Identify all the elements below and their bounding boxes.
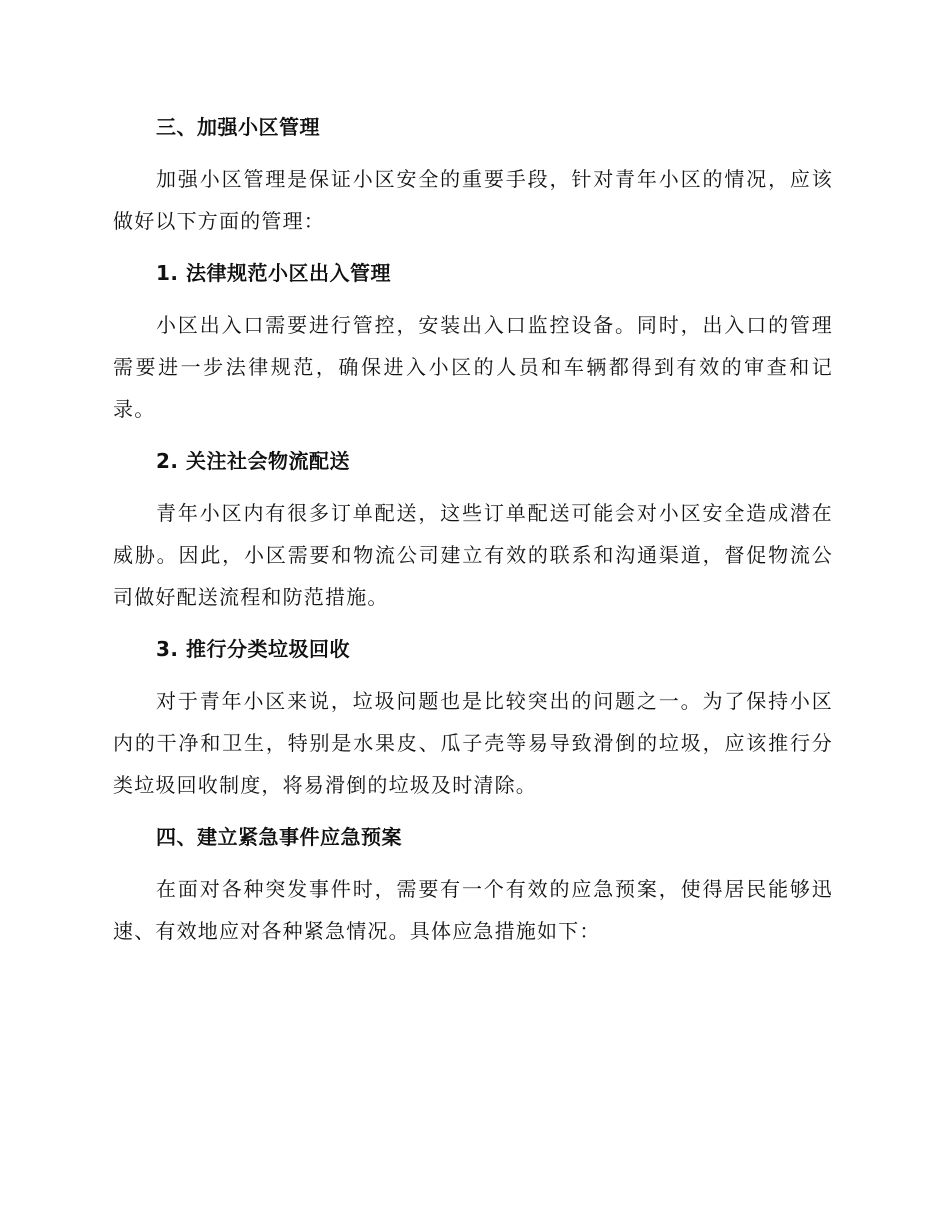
subheading-garbage-sorting: 3. 推行分类垃圾回收 — [156, 637, 350, 661]
section-heading-4: 四、建立紧急事件应急预案 — [156, 825, 402, 849]
paragraph-emergency-plan: 在面对各种突发事件时，需要有一个有效的应急预案，使得居民能够迅速、有效地应对各种紧急情况。具体应急措施如下： — [113, 877, 833, 943]
subheading-logistics: 2. 关注社会物流配送 — [156, 449, 350, 473]
subheading-entry-management: 1. 法律规范小区出入管理 — [156, 261, 391, 285]
paragraph-garbage-sorting: 对于青年小区来说，垃圾问题也是比较突出的问题之一。为了保持小区内的干净和卫生，特别是水果皮、瓜子壳等易导致滑倒的垃圾，应该推行分类垃圾回收制度，将易滑倒的垃圾及时清除。 — [113, 689, 833, 797]
paragraph-logistics: 青年小区内有很多订单配送，这些订单配送可能会对小区安全造成潜在威胁。因此，小区需要和物流公司建立有效的联系和沟通渠道，督促物流公司做好配送流程和防范措施。 — [113, 501, 833, 609]
paragraph-entry-management: 小区出入口需要进行管控，安装出入口监控设备。同时，出入口的管理需要进一步法律规范，确保进入小区的人员和车辆都得到有效的审查和记录。 — [113, 313, 833, 421]
section-heading-3: 三、加强小区管理 — [156, 115, 320, 139]
paragraph-management-intro: 加强小区管理是保证小区安全的重要手段，针对青年小区的情况，应该做好以下方面的管理： — [113, 167, 833, 233]
document-page — [113, 108, 833, 964]
